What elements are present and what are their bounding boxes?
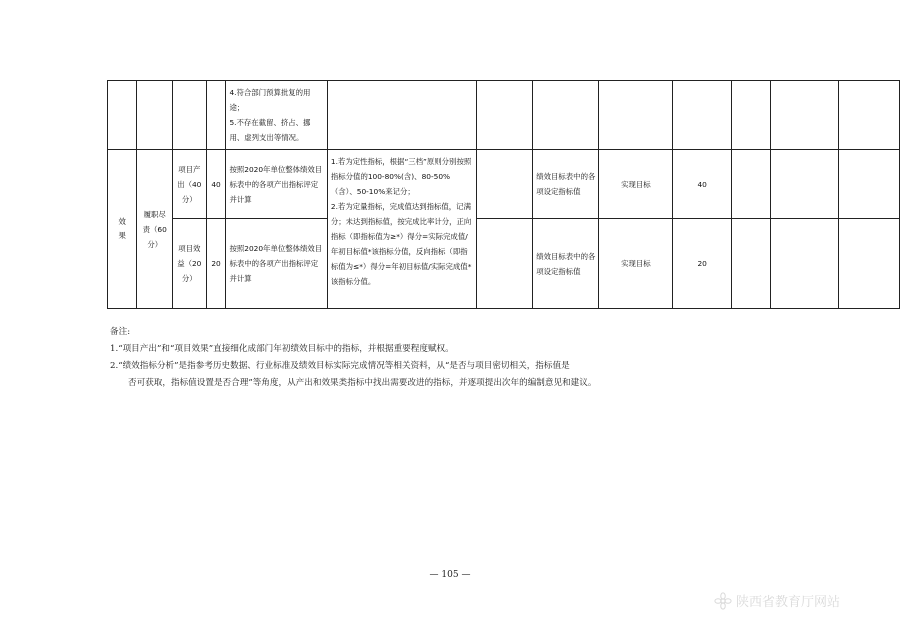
- weight-value: 20: [211, 259, 221, 268]
- dimension-label: 效果: [118, 217, 126, 240]
- indicator-label: 项目效益（20分）: [177, 244, 202, 283]
- page-number: — 105 —: [429, 570, 471, 580]
- target-source-cell: [533, 150, 599, 219]
- indicator-cell: [173, 219, 207, 309]
- score-cell: [673, 150, 732, 219]
- target-source-cell: [533, 219, 599, 309]
- indicator-cell: [173, 150, 207, 219]
- weight-value: 40: [211, 179, 221, 189]
- evaluation-table: [107, 80, 900, 309]
- table-row: [108, 219, 900, 309]
- weight-cell: [206, 150, 226, 219]
- score-value: 20: [697, 259, 707, 268]
- indicator-label: 项目产出（40分）: [177, 164, 202, 204]
- score-value: 40: [697, 179, 707, 189]
- watermark: [714, 591, 840, 610]
- sub-dimension-label: 履职尽责（60分）: [142, 209, 167, 249]
- description-cell: [226, 219, 327, 309]
- flower-logo-icon: [714, 592, 732, 610]
- sub-dimension-cell: [137, 150, 173, 309]
- actual-text: 实现目标: [621, 179, 651, 189]
- description-text: 按照2020年单位整体绩效目标表中的各项产出指标评定并计算: [229, 164, 323, 204]
- score-cell: [673, 219, 732, 309]
- actual-cell: [599, 150, 673, 219]
- criteria-cell: [226, 81, 327, 150]
- target-source-text: 绩效目标表中的各项设定指标值: [536, 172, 596, 196]
- notes-block: [110, 324, 810, 392]
- notes-title: 备注:: [110, 327, 131, 337]
- dimension-cell: [108, 150, 137, 309]
- scoring-rule-cell: [327, 150, 476, 309]
- note-item: 1.“项目产出”和“项目效果”直接细化成部门年初绩效目标中的指标，并根据重要程度赋权。: [110, 344, 454, 354]
- actual-cell: [599, 219, 673, 309]
- criteria-text: 4.符合部门预算批复的用途； 5.不存在截留、挤占、挪用、虚列支出等情况。: [229, 88, 311, 142]
- table-row: [108, 150, 900, 219]
- note-item: 2.“绩效指标分析”是指参考历史数据、行业标准及绩效目标实际完成情况等相关资料，从“是否与项目密切相关，指标值是: [110, 361, 570, 371]
- weight-cell: [206, 219, 226, 309]
- scoring-rule-text: 1.若为定性指标，根据“三档”原则分别按照指标分值的100-80%(含)、80-50%（含）、50-10%来记分； 2.若为定量指标，完成值达到指标值，记满分；未达到指标值，按完成比率计分，正向指标（即指标值为≥*）得分=实际完成值/年初目标值*该指标分值，反向指标（即指标值为≤*）得分=年初目标值/实际完成值*该指标分值。: [330, 157, 472, 286]
- description-text: 按照2020年单位整体绩效目标表中的各项产出指标评定并计算: [229, 244, 323, 283]
- target-source-text: 绩效目标表中的各项设定指标值: [536, 251, 596, 276]
- actual-text: 实现目标: [621, 259, 651, 268]
- watermark-text: 陕西省教育厅网站: [736, 595, 841, 610]
- note-item: 否可获取，指标值设置是否合理”等角度，从产出和效果类指标中找出需要改进的指标，并逐项提出次年的编制意见和建议。: [128, 378, 597, 388]
- table-row-continued: [108, 81, 900, 150]
- description-cell: [226, 150, 327, 219]
